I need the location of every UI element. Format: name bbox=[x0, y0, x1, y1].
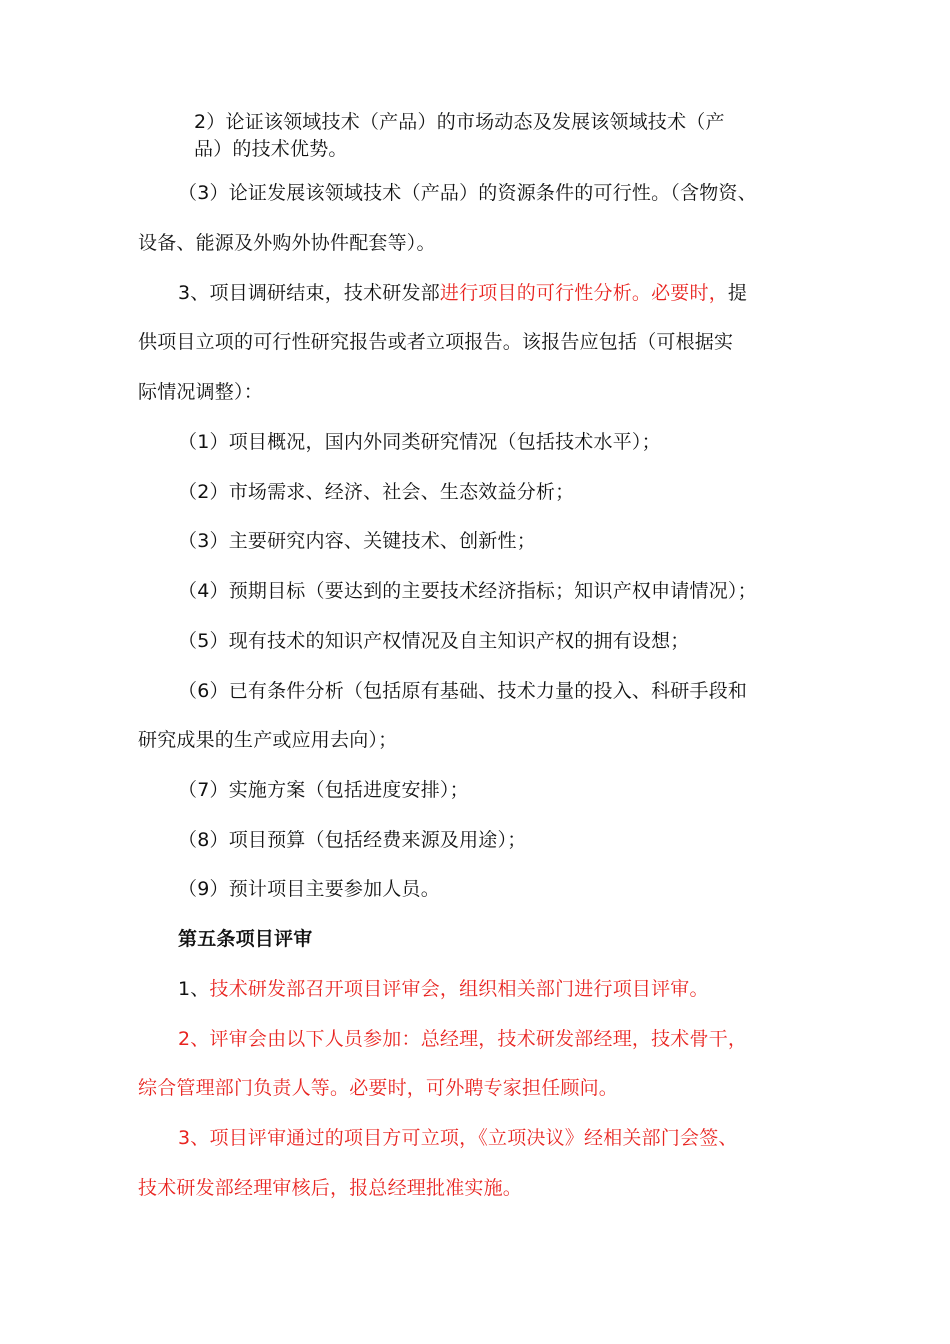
review-item-2-line2 bbox=[138, 1076, 618, 1100]
text-run: 提 bbox=[727, 282, 748, 304]
paragraph-3-line2 bbox=[138, 330, 733, 354]
review-item-3-line1 bbox=[178, 1126, 738, 1150]
text-run: 2）论证该领域技术（产品）的市场动态及发展该领域技术（产 bbox=[194, 111, 725, 133]
text-run: （4）预期目标（要达到的主要技术经济指标；知识产权申请情况）； bbox=[178, 580, 757, 602]
review-item-3-line2 bbox=[138, 1176, 522, 1200]
report-item-2 bbox=[178, 480, 574, 504]
text-run: （1）项目概况，国内外同类研究情况（包括技术水平）； bbox=[178, 431, 661, 453]
text-run: 研究成果的生产或应用去向）； bbox=[138, 729, 398, 751]
text-run: （8）项目预算（包括经费来源及用途）； bbox=[178, 829, 527, 851]
highlight-text-run: 技术研发部召开项目评审会，组织相关部门进行项目评审。 bbox=[209, 978, 709, 1000]
report-item-1 bbox=[178, 430, 661, 454]
highlight-text-run: 技术研发部经理审核后，报总经理批准实施。 bbox=[138, 1177, 523, 1199]
review-item-1 bbox=[178, 977, 709, 1001]
text-run: （2）市场需求、经济、社会、生态效益分析； bbox=[178, 481, 575, 503]
list-item-3-line2 bbox=[138, 231, 436, 255]
text-run: （7）实施方案（包括进度安排）； bbox=[178, 779, 469, 801]
list-item-2-line1 bbox=[194, 110, 725, 134]
report-item-8 bbox=[178, 828, 526, 852]
text-run: 际情况调整）： bbox=[138, 381, 263, 403]
report-item-4 bbox=[178, 579, 757, 603]
highlight-text-run: 2、评审会由以下人员参加：总经理，技术研发部经理，技术骨干， bbox=[178, 1028, 748, 1050]
report-item-3 bbox=[178, 529, 536, 553]
text-run: （3）主要研究内容、关键技术、创新性； bbox=[178, 530, 536, 552]
text-run: 3、项目调研结束，技术研发部 bbox=[178, 282, 440, 304]
text-run: （3）论证发展该领域技术（产品）的资源条件的可行性。（含物资、 bbox=[178, 182, 757, 204]
report-item-9 bbox=[178, 877, 440, 901]
list-item-3-line1 bbox=[178, 181, 757, 205]
text-run: 品）的技术优势。 bbox=[194, 138, 348, 160]
text-run: （9）预计项目主要参加人员。 bbox=[178, 878, 440, 900]
highlight-text-run: 进行项目的可行性分析。必要时， bbox=[439, 282, 728, 304]
paragraph-3-line1 bbox=[178, 281, 747, 305]
section-heading bbox=[178, 927, 312, 951]
text-run: 设备、能源及外购外协件配套等）。 bbox=[138, 232, 436, 254]
text-run: 1、 bbox=[178, 978, 210, 1000]
text-run: 供项目立项的可行性研究报告或者立项报告。该报告应包括（可根据实 bbox=[138, 331, 734, 353]
highlight-text-run: 综合管理部门负责人等。必要时，可外聘专家担任顾问。 bbox=[138, 1077, 619, 1099]
highlight-text-run: 3、项目评审通过的项目方可立项，《立项决议》经相关部门会签、 bbox=[178, 1127, 738, 1149]
report-item-7 bbox=[178, 778, 469, 802]
report-item-6-line1 bbox=[178, 679, 747, 703]
list-item-2-line2 bbox=[194, 137, 348, 161]
review-item-2-line1 bbox=[178, 1027, 747, 1051]
paragraph-3-line3 bbox=[138, 380, 263, 404]
text-run: （6）已有条件分析（包括原有基础、技术力量的投入、科研手段和 bbox=[178, 680, 748, 702]
report-item-6-line2 bbox=[138, 728, 397, 752]
report-item-5 bbox=[178, 629, 690, 653]
heading-text: 第五条项目评审 bbox=[178, 928, 313, 950]
text-run: （5）现有技术的知识产权情况及自主知识产权的拥有设想； bbox=[178, 630, 690, 652]
